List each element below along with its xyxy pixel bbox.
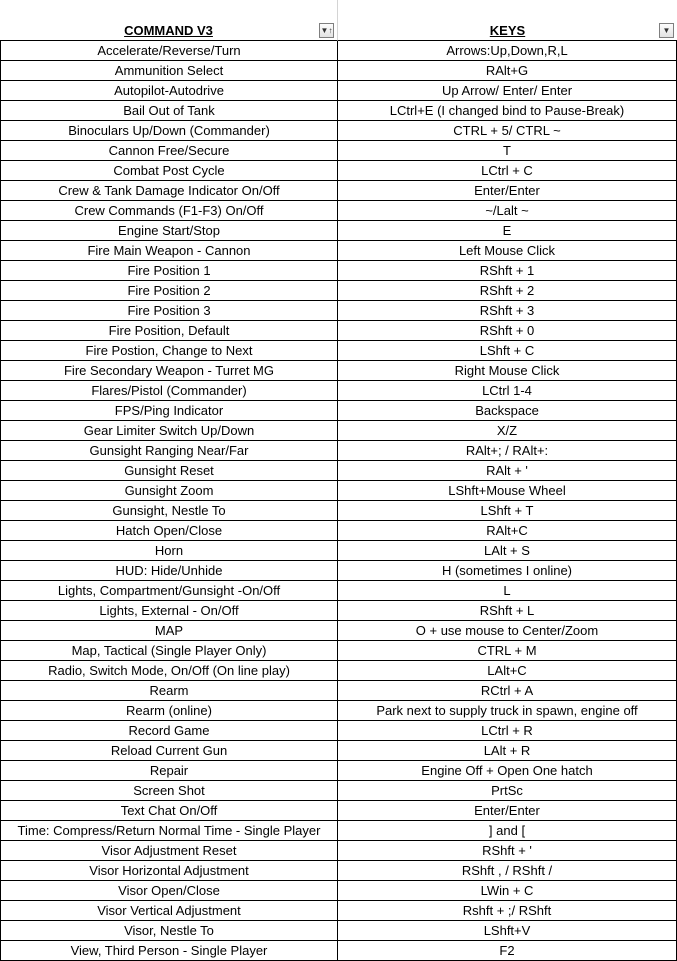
command-cell[interactable]: MAP — [0, 621, 338, 641]
command-cell[interactable]: Visor Horizontal Adjustment — [0, 861, 338, 881]
table-row — [0, 841, 677, 861]
header-row — [0, 0, 677, 41]
command-cell[interactable]: Gunsight Ranging Near/Far — [0, 441, 338, 461]
keys-cell[interactable]: O + use mouse to Center/Zoom — [338, 621, 677, 641]
keys-cell[interactable]: Up Arrow/ Enter/ Enter — [338, 81, 677, 101]
command-cell[interactable]: Crew & Tank Damage Indicator On/Off — [0, 181, 338, 201]
command-cell[interactable]: Visor Adjustment Reset — [0, 841, 338, 861]
keys-cell[interactable]: RAlt+; / RAlt+: — [338, 441, 677, 461]
keys-cell[interactable]: E — [338, 221, 677, 241]
table-row — [0, 81, 677, 101]
keys-cell[interactable]: LShft + T — [338, 501, 677, 521]
table-row — [0, 761, 677, 781]
table-row — [0, 941, 677, 961]
table-row — [0, 461, 677, 481]
command-cell[interactable]: Screen Shot — [0, 781, 338, 801]
keys-cell[interactable]: LCtrl+E (I changed bind to Pause-Break) — [338, 101, 677, 121]
table-row — [0, 501, 677, 521]
command-cell[interactable]: Flares/Pistol (Commander) — [0, 381, 338, 401]
keys-cell[interactable]: LShft + C — [338, 341, 677, 361]
keys-cell[interactable]: H (sometimes I online) — [338, 561, 677, 581]
table-row — [0, 621, 677, 641]
keys-cell[interactable]: RCtrl + A — [338, 681, 677, 701]
table-row — [0, 381, 677, 401]
table-row — [0, 101, 677, 121]
keys-cell[interactable]: L — [338, 581, 677, 601]
table-row — [0, 601, 677, 621]
command-cell[interactable]: Fire Main Weapon - Cannon — [0, 241, 338, 261]
command-cell[interactable]: Fire Position 2 — [0, 281, 338, 301]
table-row — [0, 481, 677, 501]
table-row — [0, 61, 677, 81]
keys-cell[interactable]: LWin + C — [338, 881, 677, 901]
keys-cell[interactable]: T — [338, 141, 677, 161]
command-cell[interactable]: Gunsight, Nestle To — [0, 501, 338, 521]
command-cell[interactable]: HUD: Hide/Unhide — [0, 561, 338, 581]
command-cell[interactable]: Accelerate/Reverse/Turn — [0, 41, 338, 61]
table-row — [0, 121, 677, 141]
command-cell[interactable]: Record Game — [0, 721, 338, 741]
table-row — [0, 401, 677, 421]
table-row — [0, 821, 677, 841]
table-row — [0, 781, 677, 801]
keys-cell[interactable]: CTRL + 5/ CTRL ~ — [338, 121, 677, 141]
command-cell[interactable]: Gunsight Zoom — [0, 481, 338, 501]
command-cell[interactable]: Gunsight Reset — [0, 461, 338, 481]
keys-cell[interactable]: Enter/Enter — [338, 801, 677, 821]
command-cell[interactable]: Fire Position 3 — [0, 301, 338, 321]
table-row — [0, 701, 677, 721]
table-row — [0, 721, 677, 741]
table-row — [0, 141, 677, 161]
table-row — [0, 581, 677, 601]
table-row — [0, 361, 677, 381]
table-row — [0, 421, 677, 441]
table-row — [0, 661, 677, 681]
keys-cell[interactable]: PrtSc — [338, 781, 677, 801]
table-row — [0, 681, 677, 701]
command-cell[interactable]: Rearm (online) — [0, 701, 338, 721]
table-row — [0, 641, 677, 661]
header-command[interactable] — [0, 0, 338, 41]
command-cell[interactable]: FPS/Ping Indicator — [0, 401, 338, 421]
command-cell[interactable]: Map, Tactical (Single Player Only) — [0, 641, 338, 661]
table-row — [0, 521, 677, 541]
table-row — [0, 261, 677, 281]
command-cell[interactable]: Visor, Nestle To — [0, 921, 338, 941]
command-cell[interactable]: Cannon Free/Secure — [0, 141, 338, 161]
keys-cell[interactable]: F2 — [338, 941, 677, 961]
table-row — [0, 541, 677, 561]
command-cell[interactable]: Autopilot-Autodrive — [0, 81, 338, 101]
keys-cell[interactable]: RAlt + ' — [338, 461, 677, 481]
table-row — [0, 301, 677, 321]
command-cell[interactable]: Ammunition Select — [0, 61, 338, 81]
keys-cell[interactable]: Arrows:Up,Down,R,L — [338, 41, 677, 61]
filter-sort-icon[interactable]: ▼↑ — [319, 23, 334, 38]
keys-cell[interactable]: Backspace — [338, 401, 677, 421]
keys-cell[interactable]: RShft + 0 — [338, 321, 677, 341]
keys-cell[interactable]: LAlt+C — [338, 661, 677, 681]
header-keys[interactable] — [338, 0, 677, 41]
table-row — [0, 181, 677, 201]
table-row — [0, 241, 677, 261]
filter-dropdown-icon[interactable]: ▼ — [659, 23, 674, 38]
command-cell[interactable]: Fire Position, Default — [0, 321, 338, 341]
command-cell[interactable]: Radio, Switch Mode, On/Off (On line play) — [0, 661, 338, 681]
table-row — [0, 801, 677, 821]
command-cell[interactable]: Combat Post Cycle — [0, 161, 338, 181]
command-cell[interactable]: Visor Vertical Adjustment — [0, 901, 338, 921]
header-command-label: COMMAND V3 — [124, 23, 213, 38]
command-cell[interactable]: Lights, Compartment/Gunsight -On/Off — [0, 581, 338, 601]
command-cell[interactable]: View, Third Person - Single Player — [0, 941, 338, 961]
keys-cell[interactable]: ~/Lalt ~ — [338, 201, 677, 221]
command-cell[interactable]: Crew Commands (F1-F3) On/Off — [0, 201, 338, 221]
table-row — [0, 221, 677, 241]
command-cell[interactable]: Visor Open/Close — [0, 881, 338, 901]
table-row — [0, 161, 677, 181]
table-row — [0, 281, 677, 301]
keys-cell[interactable]: Enter/Enter — [338, 181, 677, 201]
table-row — [0, 321, 677, 341]
command-cell[interactable]: Engine Start/Stop — [0, 221, 338, 241]
command-cell[interactable]: Lights, External - On/Off — [0, 601, 338, 621]
keys-cell[interactable]: RAlt+C — [338, 521, 677, 541]
command-cell[interactable]: Text Chat On/Off — [0, 801, 338, 821]
header-keys-label: KEYS — [489, 23, 526, 38]
command-cell[interactable]: Fire Secondary Weapon - Turret MG — [0, 361, 338, 381]
table-row — [0, 901, 677, 921]
keys-cell[interactable]: LCtrl + R — [338, 721, 677, 741]
command-cell[interactable]: Reload Current Gun — [0, 741, 338, 761]
keys-cell[interactable]: RShft + 1 — [338, 261, 677, 281]
keys-cell[interactable]: RShft + 2 — [338, 281, 677, 301]
command-cell[interactable]: Repair — [0, 761, 338, 781]
command-cell[interactable]: Hatch Open/Close — [0, 521, 338, 541]
keys-cell[interactable]: LCtrl + C — [338, 161, 677, 181]
command-cell[interactable]: Rearm — [0, 681, 338, 701]
keys-cell[interactable]: ] and [ — [338, 821, 677, 841]
keys-cell[interactable]: Engine Off + Open One hatch — [338, 761, 677, 781]
keys-cell[interactable]: RShft , / RShft / — [338, 861, 677, 881]
table-row — [0, 41, 677, 61]
keys-cell[interactable]: Park next to supply truck in spawn, engine off — [338, 701, 677, 721]
keys-cell[interactable]: X/Z — [338, 421, 677, 441]
keys-cell[interactable]: LAlt + R — [338, 741, 677, 761]
keys-cell[interactable]: LAlt + S — [338, 541, 677, 561]
command-cell[interactable]: Bail Out of Tank — [0, 101, 338, 121]
table-row — [0, 441, 677, 461]
keys-cell[interactable]: RShft + ' — [338, 841, 677, 861]
table-row — [0, 861, 677, 881]
command-cell[interactable]: Horn — [0, 541, 338, 561]
table-body — [0, 41, 677, 961]
keys-cell[interactable]: Right Mouse Click — [338, 361, 677, 381]
table-row — [0, 741, 677, 761]
keys-cell[interactable]: RShft + 3 — [338, 301, 677, 321]
table-row — [0, 921, 677, 941]
keys-cell[interactable]: RAlt+G — [338, 61, 677, 81]
command-cell[interactable]: Binoculars Up/Down (Commander) — [0, 121, 338, 141]
keys-cell[interactable]: LCtrl 1-4 — [338, 381, 677, 401]
command-cell[interactable]: Time: Compress/Return Normal Time - Single Player — [0, 821, 338, 841]
table-row — [0, 201, 677, 221]
keys-cell[interactable]: CTRL + M — [338, 641, 677, 661]
keys-cell[interactable]: Rshft + ;/ RShft — [338, 901, 677, 921]
command-cell[interactable]: Gear Limiter Switch Up/Down — [0, 421, 338, 441]
keys-cell[interactable]: RShft + L — [338, 601, 677, 621]
keys-cell[interactable]: LShft+V — [338, 921, 677, 941]
keys-cell[interactable]: Left Mouse Click — [338, 241, 677, 261]
command-cell[interactable]: Fire Postion, Change to Next — [0, 341, 338, 361]
table-row — [0, 341, 677, 361]
table-row — [0, 881, 677, 901]
table-row — [0, 561, 677, 581]
keys-cell[interactable]: LShft+Mouse Wheel — [338, 481, 677, 501]
command-cell[interactable]: Fire Position 1 — [0, 261, 338, 281]
